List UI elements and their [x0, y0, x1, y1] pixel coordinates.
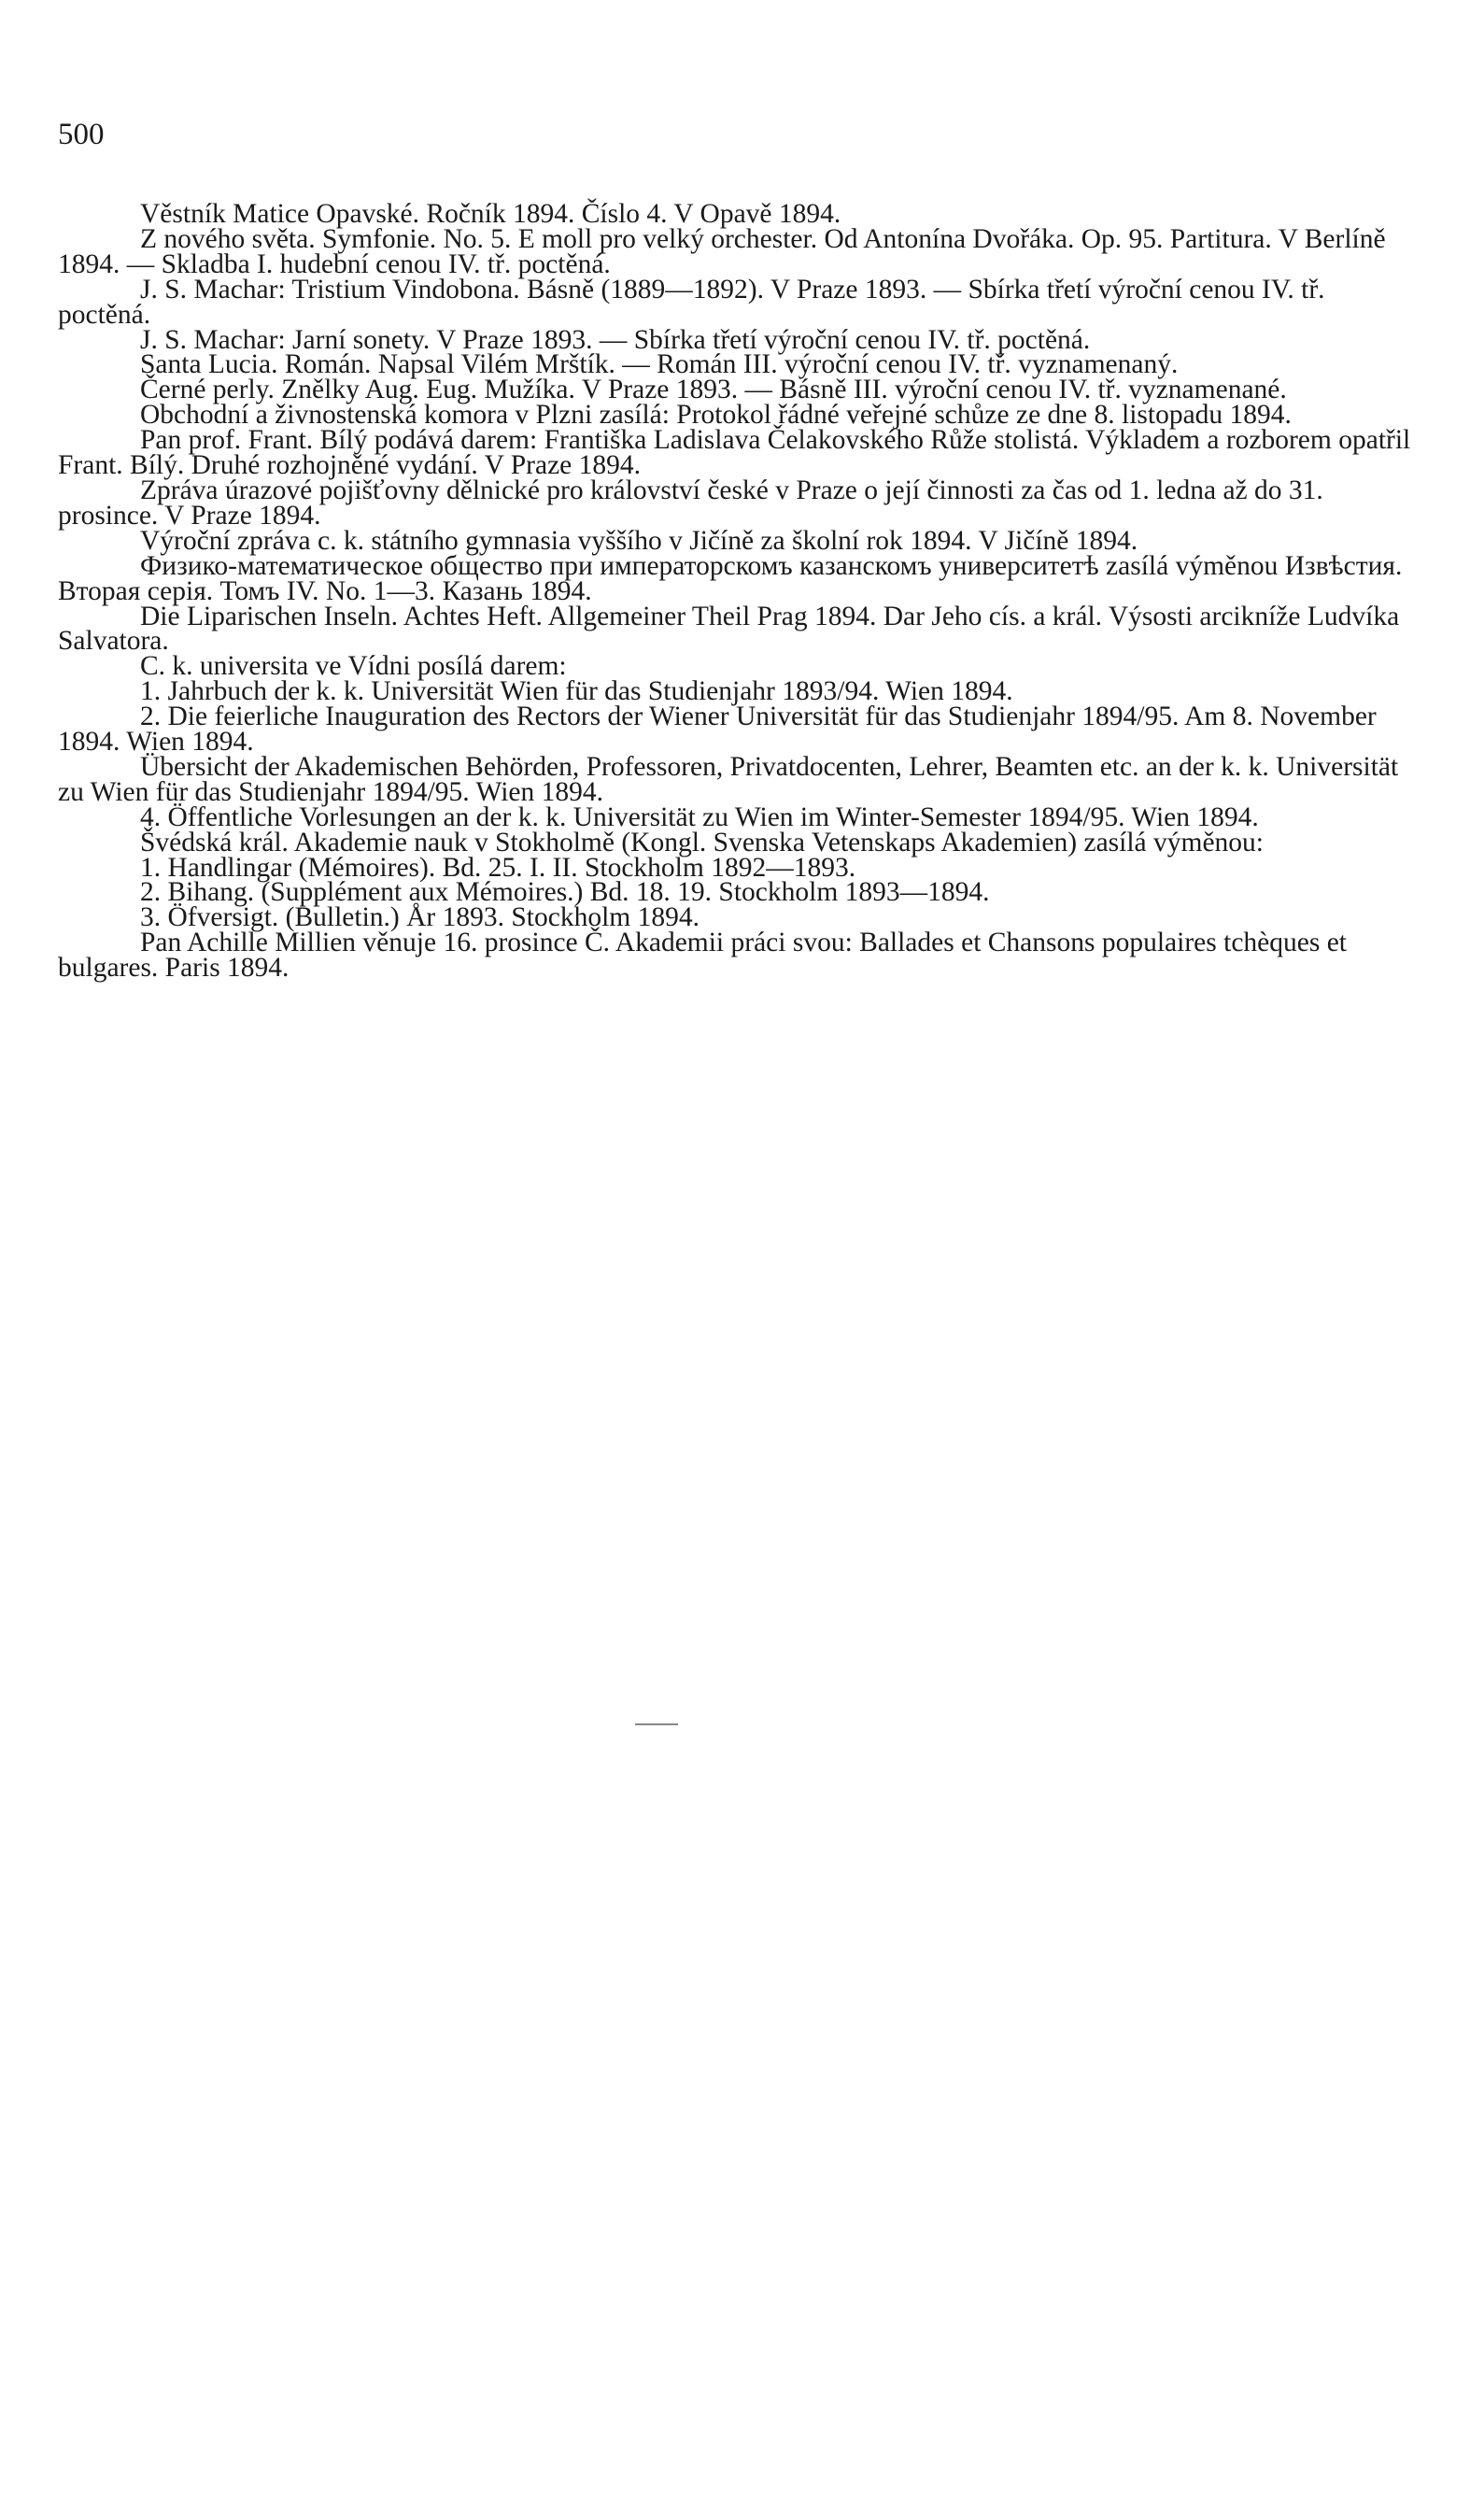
- entry-novy-svet: Z nového světa. Symfonie. No. 5. E moll pro velký orchester. Od Antonína Dvořáka. Op. 95. Partitura. V Berlíně 1894. — Skladba I. hudební cenou IV. tř. poctěná.: [58, 223, 1386, 279]
- entry-millien: Pan Achille Millien věnuje 16. prosince Č. Akademii práci svou: Ballades et Chansons populaires tchèques et bulgares. Paris 1894.: [58, 928, 1347, 984]
- entry-bihang: 2. Bihang. (Supplément aux Mémoires.) Bd. 18. 19. Stockholm 1893—1894.: [140, 877, 990, 908]
- entry-inauguration: 2. Die feierliche Inauguration des Rectors der Wiener Universität für das Studienjahr 1894/95. Am 8. November 1894. Wien 1894.: [58, 702, 1377, 758]
- entry-ruze-stolista: Pan prof. Frant. Bílý podává darem: Františka Ladislava Čelakovského Růže stolistá. Výkladem a rozborem opatřil Frant. Bílý. Druhé rozhojněné vydání. V Praze 1894.: [58, 425, 1411, 481]
- entry-ofversigt: 3. Öfversigt. (Bulletin.) År 1893. Stockholm 1894.: [140, 902, 700, 933]
- entry-obchodni-komora: Obchodní a živnostenská komora v Plzni zasílá: Protokol řádné veřejné schůze ze dne 8. listopadu 1894.: [140, 400, 1292, 431]
- entry-svedska-akademie: Švédská král. Akademie nauk v Stokholmě (Kongl. Svenska Vetenskaps Akademien) zasílá výměnou:: [140, 827, 1264, 858]
- entry-cerne-perly: Černé perly. Znělky Aug. Eug. Mužíka. V Praze 1893. — Básně III. výroční cenou IV. tř. vyznamenané.: [140, 375, 1287, 405]
- page-number: 500: [58, 118, 105, 151]
- entry-kazan-society: Физико-математическое общество при императорскомъ казанскомъ университетѣ zasílá výměnou Извѣстия. Вторая серія. Томъ IV. No. 1—3. Казань 1894.: [58, 550, 1403, 606]
- document-body: [58, 199, 1412, 984]
- entry-liparischen-inseln: Die Liparischen Inseln. Achtes Heft. Allgemeiner Theil Prag 1894. Dar Jeho cís. a král. Výsosti arcikníže Ludvíka Salvatora.: [58, 601, 1400, 657]
- entry-santa-lucia: Santa Lucia. Román. Napsal Vilém Mrštík. — Román III. výroční cenou IV. tř. vyznamenaný.: [140, 349, 1179, 380]
- entry-tristium: J. S. Machar: Tristium Vindobona. Básně (1889—1892). V Praze 1893. — Sbírka třetí výroční cenou IV. tř. poctěná.: [58, 274, 1325, 330]
- entry-handlingar: 1. Handlingar (Mémoires). Bd. 25. I. II. Stockholm 1892—1893.: [140, 852, 856, 883]
- entry-jahrbuch: 1. Jahrbuch der k. k. Universität Wien für das Studienjahr 1893/94. Wien 1894.: [140, 676, 1013, 707]
- entry-gymnasium-jicin: Výroční zpráva c. k. státního gymnasia vyššího v Jičíně za školní rok 1894. V Jičíně 1894.: [140, 525, 1138, 556]
- entry-ubersicht: Übersicht der Akademischen Behörden, Professoren, Privatdocenten, Lehrer, Beamten etc. an der k. k. Universität zu Wien für das Studienjahr 1894/95. Wien 1894.: [58, 751, 1399, 807]
- entry-vestnik-matice: Věstník Matice Opavské. Ročník 1894. Číslo 4. V Opavě 1894.: [140, 199, 841, 229]
- entry-urazova-pojistovna: Zpráva úrazové pojišťovny dělnické pro království české v Praze o její činnosti za čas od 1. ledna až do 31. prosince. V Praze 1894.: [58, 475, 1323, 531]
- entry-universita-videň: C. k. universita ve Vídni posílá darem:: [140, 651, 567, 682]
- entry-vorlesungen: 4. Öffentliche Vorlesungen an der k. k. Universität zu Wien im Winter-Semester 1894/95. Wien 1894.: [140, 801, 1259, 832]
- section-divider: [635, 1723, 678, 1725]
- entry-jarni-sonety: J. S. Machar: Jarní sonety. V Praze 1893. — Sbírka třetí výroční cenou IV. tř. poctěná.: [140, 324, 1091, 355]
